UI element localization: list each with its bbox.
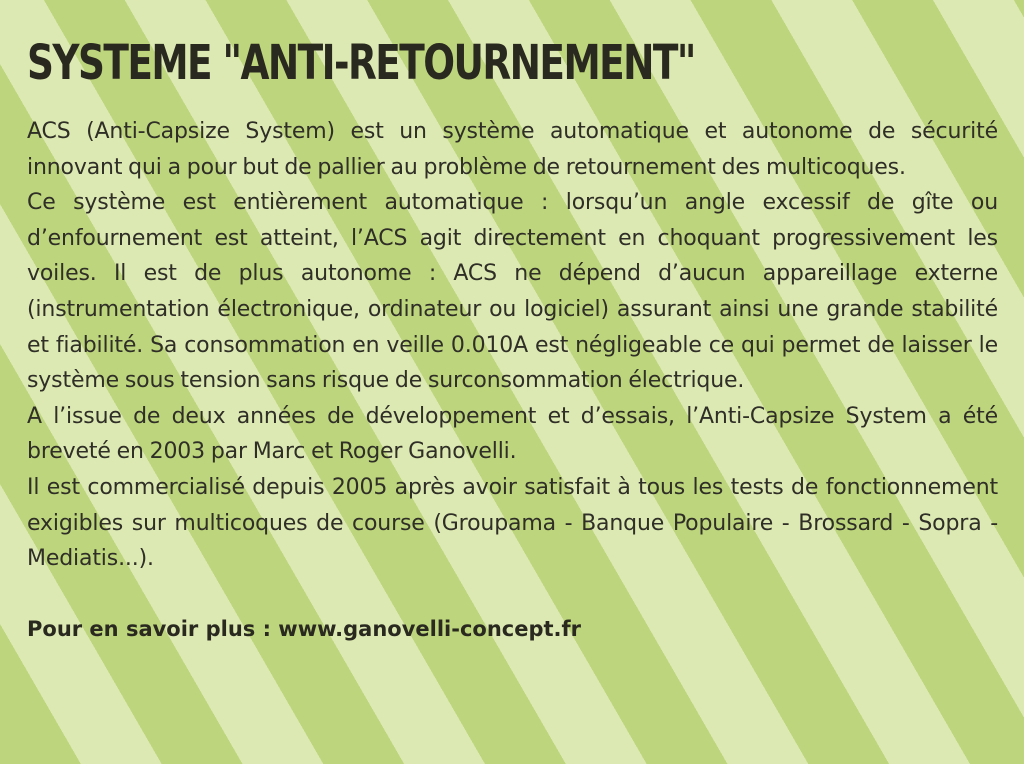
paragraph-intro: ACS (Anti-Capsize System) est un système automatique et autonome de sécurité innovant qui a pour but de pallier au problème de retournement des multicoques. <box>27 119 998 180</box>
article-body <box>27 114 998 577</box>
more-info-link: Pour en savoir plus : www.ganovelli-concept.fr <box>27 616 582 641</box>
paragraph-patent: A l’issue de deux années de développement et d’essais, l’Anti-Capsize System a été breveté en 2003 par Marc et Roger Ganovelli. <box>27 403 998 465</box>
paragraph-commercial: Il est commercialisé depuis 2005 après avoir satisfait à tous les tests de fonctionnement exigibles sur multicoques de course (Groupama - Banque Populaire - Brossard - Sopra - Mediatis...). <box>27 474 998 572</box>
article-title: SYSTEME "ANTI-RETOURNEMENT" <box>27 35 695 91</box>
paragraph-automatic: Ce système est entièrement automatique : lorsqu’un angle excessif de gîte ou d’enfournement est atteint, l’ACS agit directement en choquant progressivement les voiles. Il est de plus autonome : ACS ne dépend d’aucun appareillage externe (instrumentation électronique, ordinateur ou logiciel) assurant ainsi une grande stabilité et fiabilité. Sa consommation en veille 0.010A est négligeable ce qui permet de laisser le système sous tension sans risque de surconsommation électrique. <box>27 190 998 394</box>
